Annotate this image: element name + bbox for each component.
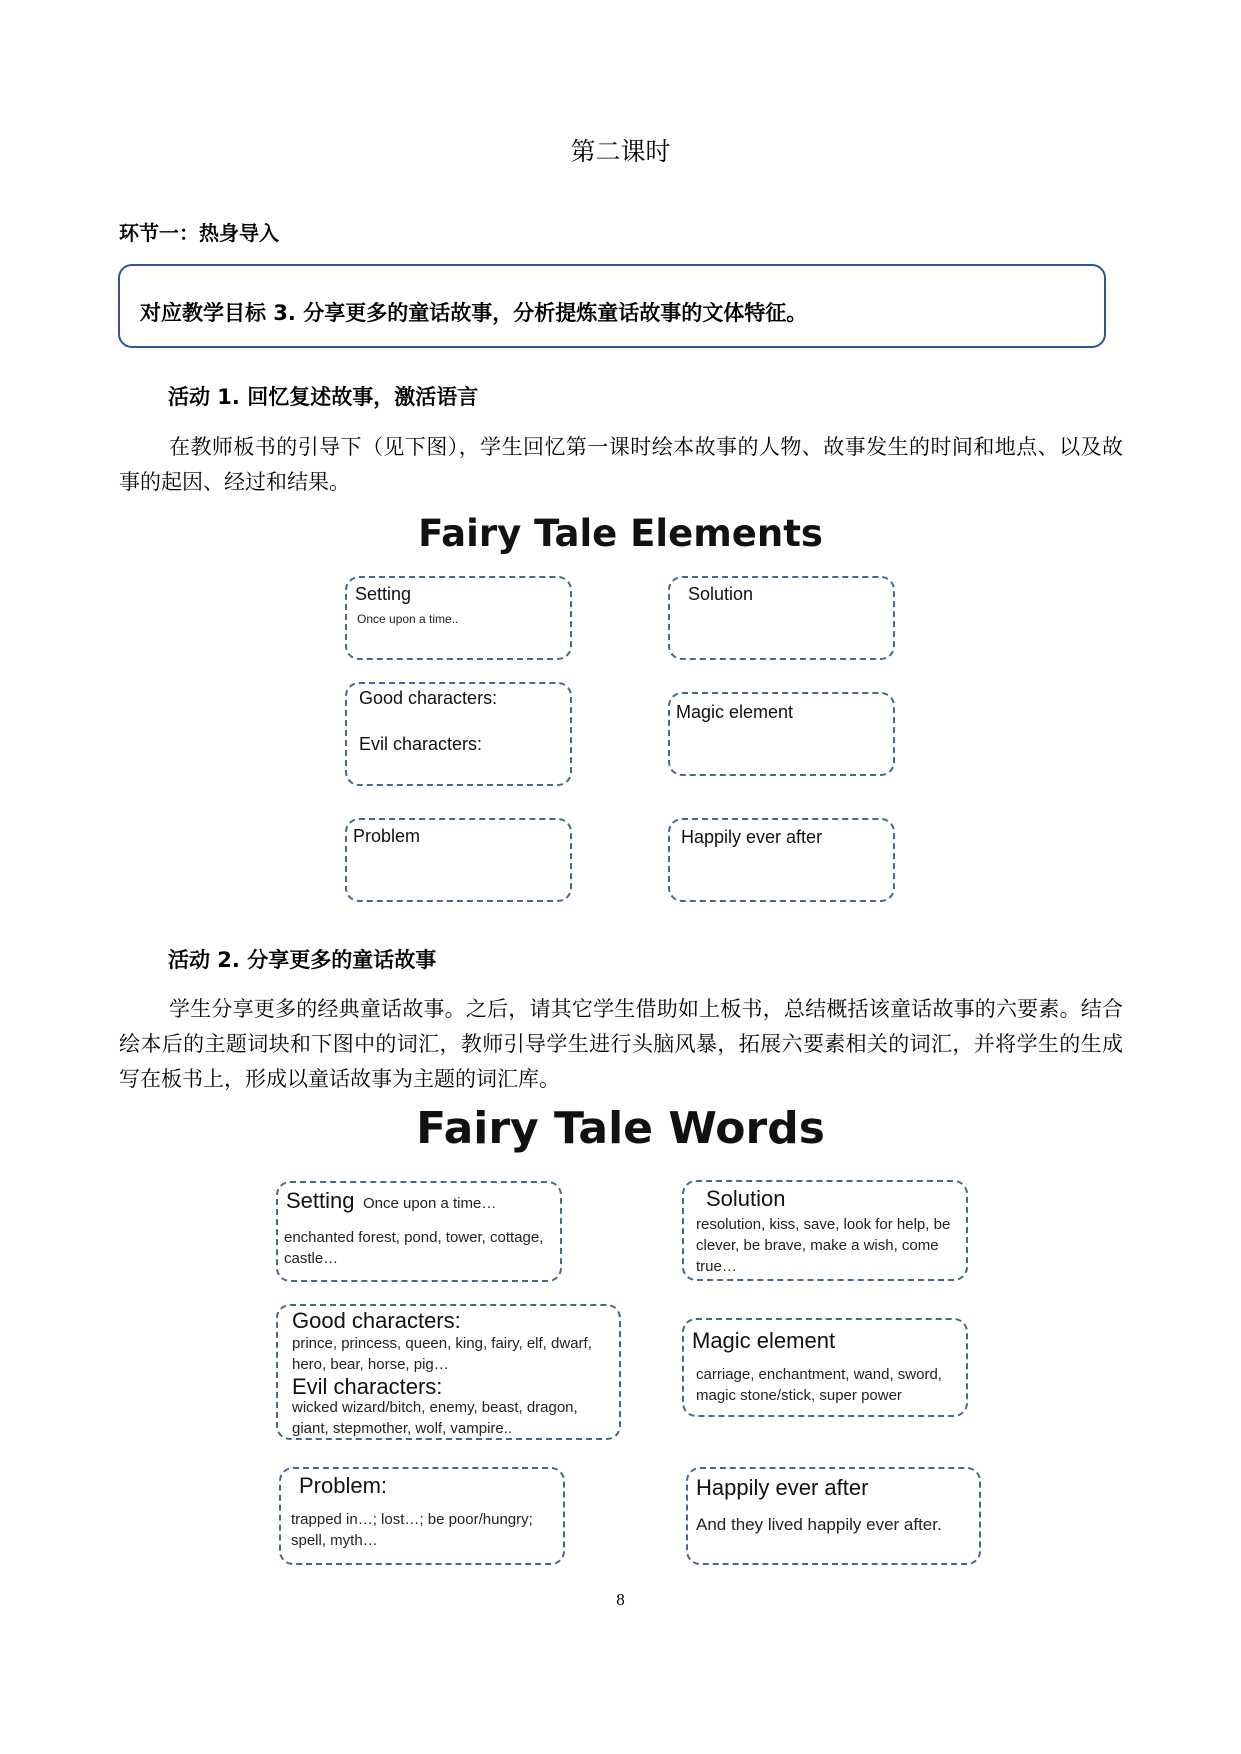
figure1-happily-card [668,818,895,902]
figure2-setting-label: Setting [286,1188,355,1213]
figure2-happily-card [686,1467,981,1565]
figure2-magic-label: Magic element [692,1328,836,1353]
figure2-magic-card [682,1318,968,1417]
figure1-title: Fairy Tale Elements [418,512,823,555]
figure2-magic-words: carriage, enchantment, wand, sword, magic stone/stick, super power [696,1366,942,1404]
activity2-paragraph: 学生分享更多的经典童话故事。之后，请其它学生借助如上板书，总结概括该童话故事的六要素。结合绘本后的主题词块和下图中的词汇，教师引导学生进行头脑风暴，拓展六要素相关的词汇，并将学生的生成写在板书上，形成以童话故事为主题的词汇库。 [119,997,1123,1091]
figure2-evil-label: Evil characters: [292,1374,443,1399]
figure2-solution-label: Solution [706,1186,786,1211]
figure1-setting-label: Setting [355,584,412,604]
figure2-setting-sub: Once upon a time… [362,1195,497,1212]
figure1-setting-card [345,576,572,660]
figure2-problem-words: trapped in…; lost…; be poor/hungry; spell, myth… [291,1511,533,1549]
figure2-happily-label: Happily ever after [696,1475,869,1500]
figure2-setting-card [276,1181,562,1282]
figure1-solution-card [668,576,895,660]
figure2-problem-label: Problem: [299,1473,388,1498]
figure2-solution-card [682,1180,968,1281]
figure2-good-label: Good characters: [292,1308,461,1333]
section-heading: 环节一：热身导入 [119,221,279,245]
activity1-paragraph: 在教师板书的引导下（见下图），学生回忆第一课时绘本故事的人物、故事发生的时间和地点、以及故事的起因、经过和结果。 [119,435,1123,494]
figure1-setting-sub: Once upon a time.. [357,612,459,626]
figure2-problem-card [279,1467,565,1565]
objective-box [118,264,1106,348]
figure1-problem-card [345,818,572,902]
figure2-setting-words: enchanted forest, pond, tower, cottage, castle… [284,1229,544,1267]
objective-text: 对应教学目标 3. 分享更多的童话故事，分析提炼童话故事的文体特征。 [140,301,808,325]
page-title: 第二课时 [570,137,671,166]
figure2-happily-words: And they lived happily ever after. [696,1515,942,1534]
figure1-evil-label: Evil characters: [359,734,483,754]
figure1-magic-label: Magic element [676,702,794,722]
figure1-solution-label: Solution [688,584,754,604]
activity1-heading: 活动 1. 回忆复述故事，激活语言 [168,385,479,409]
page-number: 8 [616,1590,625,1609]
figure2-good-words: prince, princess, queen, king, fairy, elf, dwarf, hero, bear, horse, pig… [292,1335,592,1373]
figure1-problem-label: Problem [353,826,421,846]
activity2-heading: 活动 2. 分享更多的童话故事 [168,948,437,972]
figure2-evil-words: wicked wizard/bitch, enemy, beast, dragon, giant, stepmother, wolf, vampire.. [292,1399,578,1437]
figure1-good-label: Good characters: [359,688,498,708]
figure1-happily-label: Happily ever after [681,827,823,847]
figure2-solution-words: resolution, kiss, save, look for help, be clever, be brave, make a wish, come true… [696,1216,951,1275]
figure1-magic-card [668,692,895,776]
figure2-characters-card [276,1304,621,1440]
figure2-title: Fairy Tale Words [416,1103,825,1154]
figure1-characters-card [345,682,572,786]
